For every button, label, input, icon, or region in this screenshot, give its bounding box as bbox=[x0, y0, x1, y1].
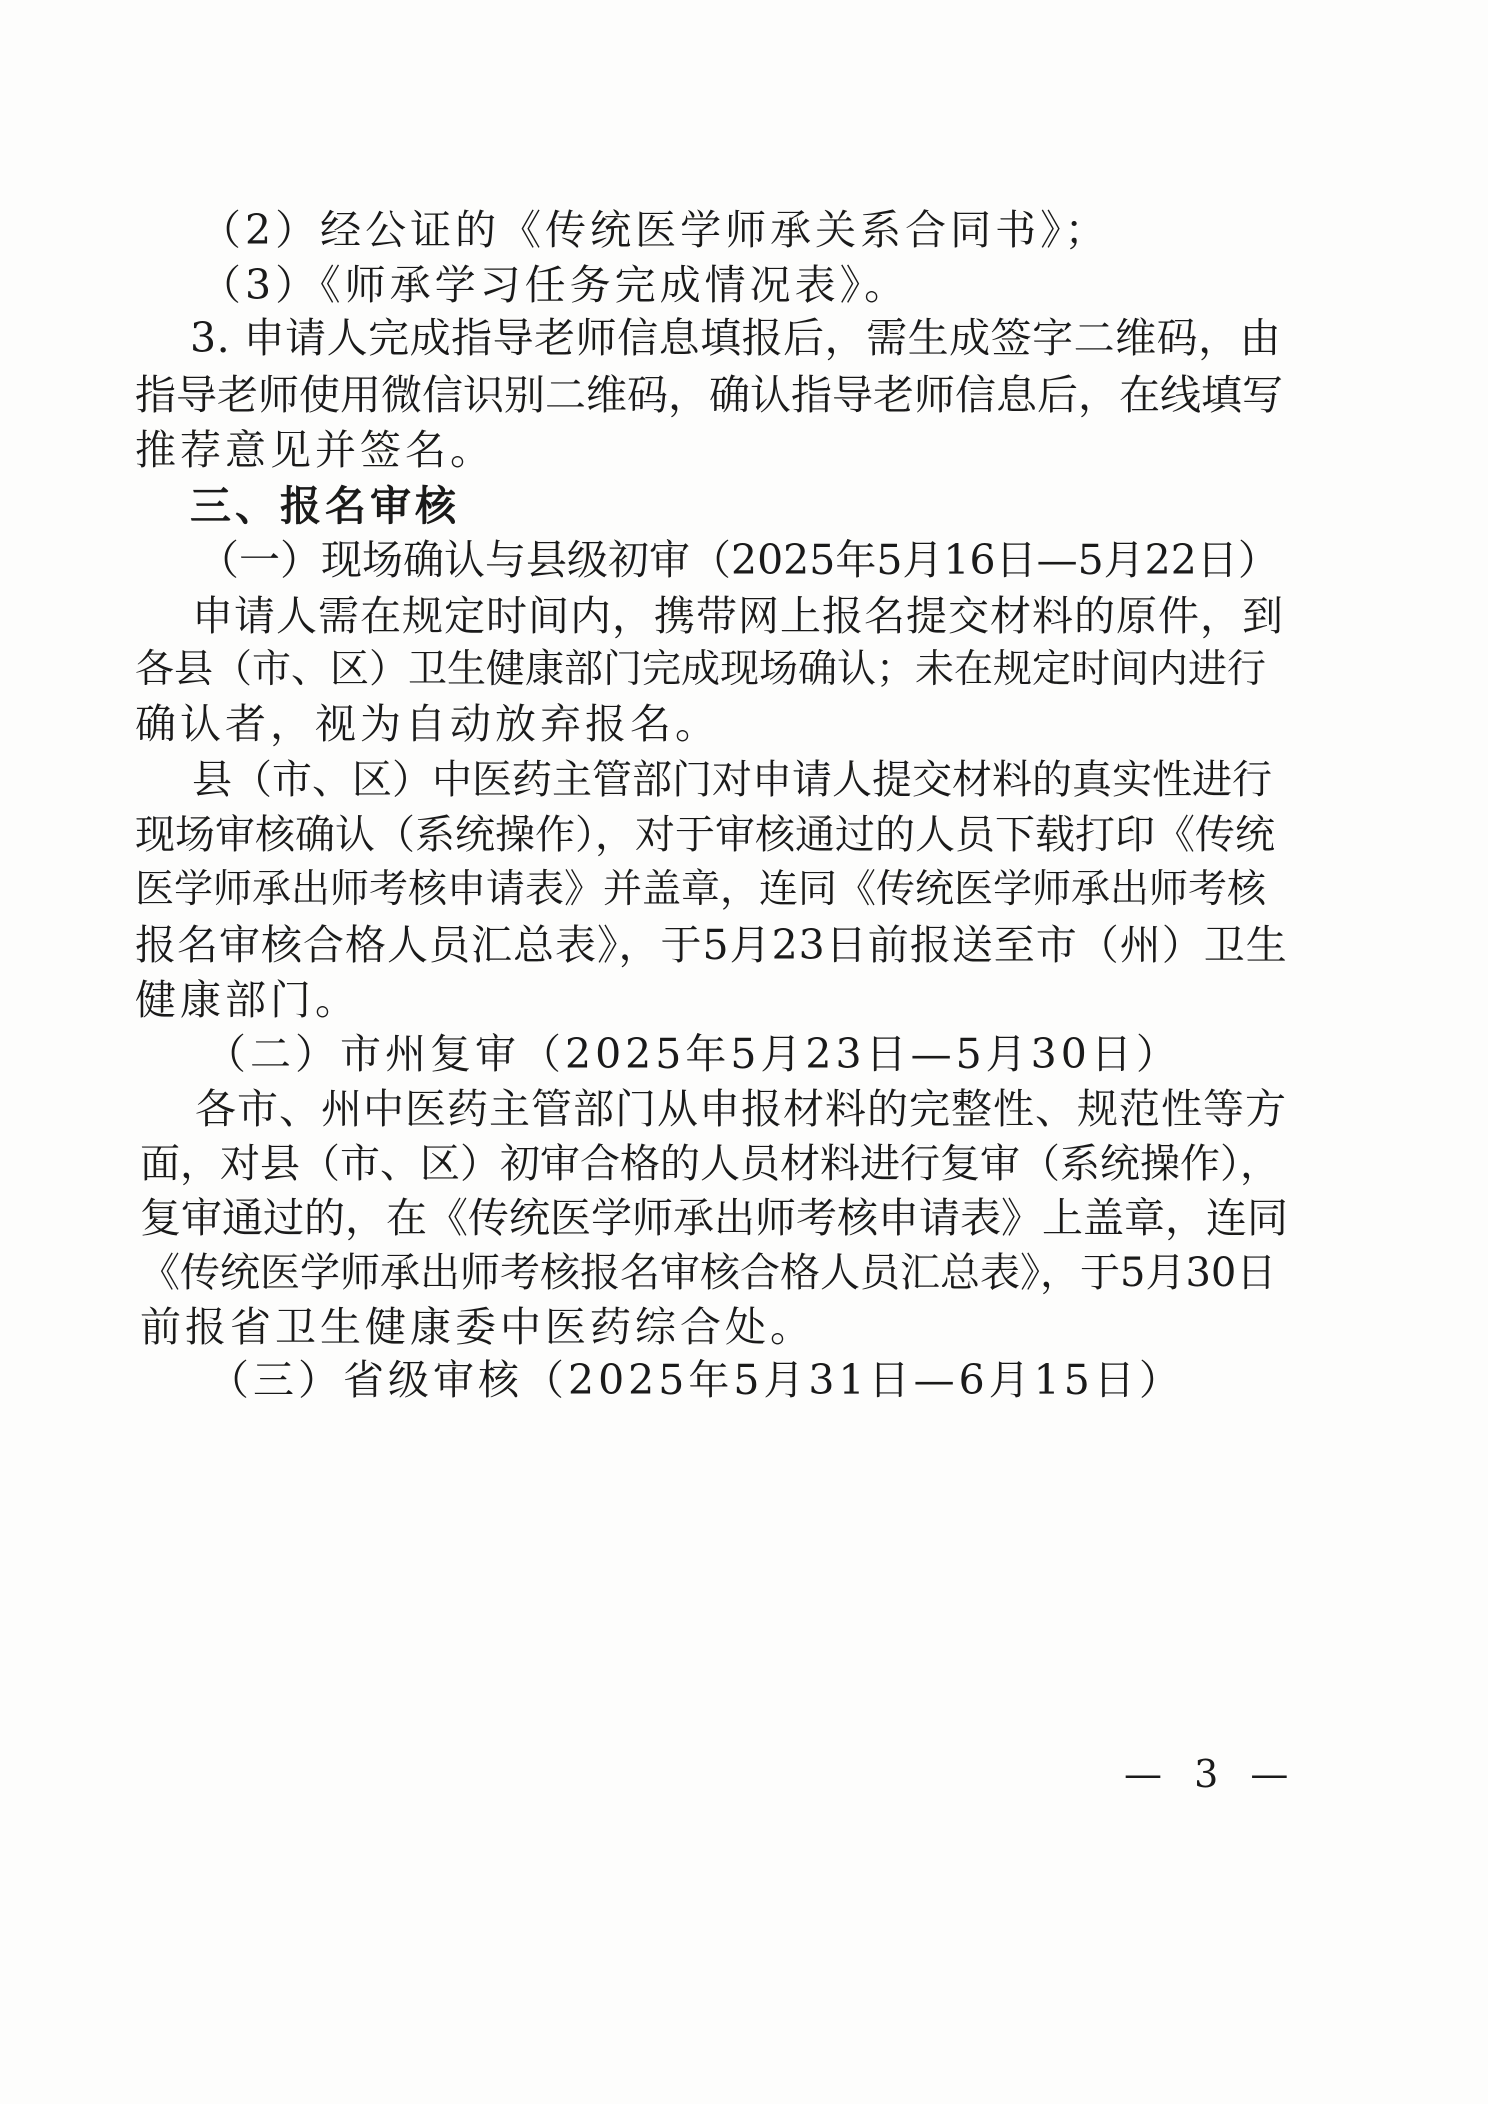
text-line: 县（市、区）中医药主管部门对申请人提交材料的真实性进行 bbox=[192, 757, 1272, 803]
subsection-heading: （二）市州复审（2025年5月23日—5月30日） bbox=[205, 1030, 1181, 1078]
text-line: （3）《师承学习任务完成情况表》。 bbox=[200, 261, 910, 309]
subsection-heading: （一）现场确认与县级初审（2025年5月16日—5月22日） bbox=[198, 536, 1279, 584]
text-line: 申请人需在规定时间内，携带网上报名提交材料的原件，到 bbox=[192, 592, 1284, 640]
text-line: 确认者，视为自动放弃报名。 bbox=[135, 700, 720, 748]
text-line: 3. 申请人完成指导老师信息填报后，需生成签字二维码，由 bbox=[190, 314, 1282, 362]
section-heading: 三、报名审核 bbox=[190, 482, 460, 530]
text-line: 健康部门。 bbox=[135, 976, 360, 1024]
text-line: 复审通过的，在《传统医学师承出师考核申请表》上盖章，连同 bbox=[140, 1194, 1288, 1242]
text-line: 各县（市、区）卫生健康部门完成现场确认；未在规定时间内进行 bbox=[135, 647, 1267, 692]
text-line: 指导老师使用微信识别二维码，确认指导老师信息后，在线填写 bbox=[135, 371, 1283, 419]
text-line: 报名审核合格人员汇总表》，于5月23日前报送至市（州）卫生 bbox=[135, 921, 1288, 969]
text-line: 各市、州中医药主管部门从申报材料的完整性、规范性等方 bbox=[195, 1085, 1287, 1133]
text-line: 推荐意见并签名。 bbox=[135, 426, 495, 474]
subsection-heading: （三）省级审核（2025年5月31日—6月15日） bbox=[208, 1356, 1184, 1404]
text-line: 前报省卫生健康委中医药综合处。 bbox=[140, 1303, 815, 1351]
text-line: 面，对县（市、区）初审合格的人员材料进行复审（系统操作）， bbox=[140, 1141, 1280, 1187]
text-line: 现场审核确认（系统操作），对于审核通过的人员下载打印《传统 bbox=[135, 812, 1275, 858]
text-line: （2）经公证的《传统医学师承关系合同书》； bbox=[200, 206, 1110, 254]
text-line: 《传统医学师承出师考核报名审核合格人员汇总表》，于5月30日 bbox=[140, 1250, 1277, 1296]
text-line: 医学师承出师考核申请表》并盖章，连同《传统医学师承出师考核 bbox=[135, 867, 1267, 912]
page-number: — 3 — bbox=[1124, 1752, 1299, 1796]
